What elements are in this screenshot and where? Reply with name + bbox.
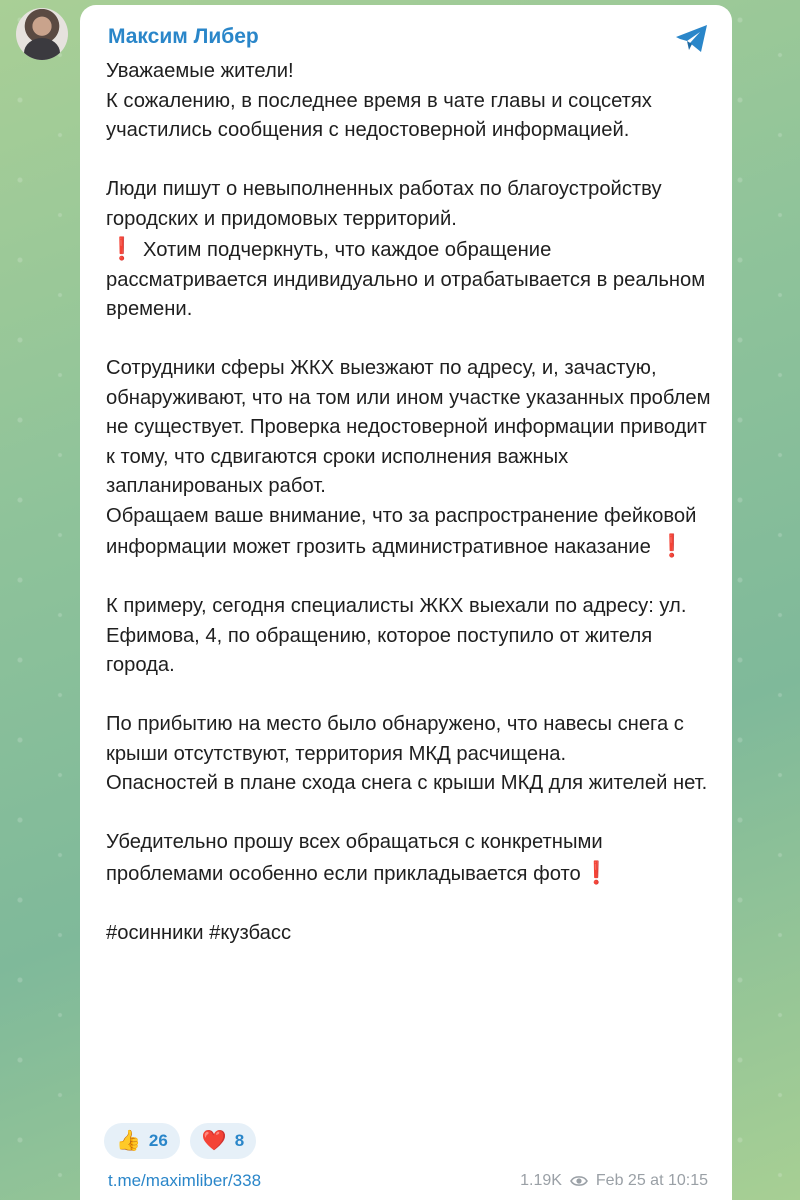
message-text [106, 57, 716, 948]
share-button[interactable] [672, 21, 712, 57]
reaction-count: 8 [234, 1131, 245, 1150]
paragraph-emphasis [106, 234, 716, 325]
telegram-share-icon [672, 21, 712, 57]
reaction-thumbs-up[interactable] [104, 1123, 180, 1159]
exclamation-icon: ❗ [108, 236, 136, 261]
reactions-bar [104, 1123, 256, 1159]
message-footer [108, 1171, 708, 1195]
paragraph-workers-text: Сотрудники сферы ЖКХ выезжают по адресу, и, зачастую, обнаруживают, что на том или ином участке указанных проблем не существует. Проверка недостоверной информации приводит к тому, что сдвигаются сроки исполнения важных запланированых работ. Обращаем ваше внимание, что за распространение фейковой информации может грозить административное наказание [106, 357, 711, 558]
avatar[interactable] [16, 8, 68, 60]
eye-icon [570, 1174, 588, 1188]
paragraph-emphasis-text: Хотим подчеркнуть, что каждое обращение рассматривается индивидуально и отрабатывается в реальном времени. [106, 239, 706, 320]
post-date: Feb 25 at 10:15 [595, 1172, 708, 1189]
exclamation-icon: ❗ [582, 859, 611, 885]
paragraph-complaints: Люди пишут о невыполненных работах по благоустройству городских и придомовых территорий. [106, 178, 662, 230]
message-meta [520, 1172, 708, 1190]
view-count: 1.19K [520, 1172, 562, 1189]
paragraph-workers [106, 354, 716, 563]
message-bubble [80, 5, 732, 1200]
paragraph-arrival: По прибытию на место было обнаружено, что навесы снега с крыши отсутствуют, территория МКД расчищена. Опасностей в плане схода снега с крыши МКД для жителей нет. [106, 713, 708, 794]
paragraph-example: К примеру, сегодня специалисты ЖКХ выехали по адресу: ул. Ефимова, 4, по обращению, которое поступило от жителя города. [106, 595, 687, 676]
avatar-figure [24, 38, 60, 60]
hashtags[interactable]: #осинники #кузбасс [106, 921, 292, 944]
paragraph-request [106, 828, 716, 889]
post-link[interactable]: t.me/maximliber/338 [108, 1171, 262, 1190]
heart-icon: ❤️ [201, 1130, 227, 1152]
reaction-heart[interactable] [190, 1123, 256, 1159]
paragraph-greeting: Уважаемые жители! К сожалению, в последнее время в чате главы и соцсетях участились сообщения с недостоверной информацией. [106, 60, 652, 141]
exclamation-icon: ❗ [658, 533, 686, 558]
author-name[interactable]: Максим Либер [108, 25, 259, 48]
thumbs-up-icon: 👍 [116, 1130, 141, 1152]
reaction-count: 26 [148, 1131, 168, 1150]
paragraph-request-text: Убедительно прошу всех обращаться с конкретными проблемами особенно если прикладывается фото [106, 831, 603, 885]
